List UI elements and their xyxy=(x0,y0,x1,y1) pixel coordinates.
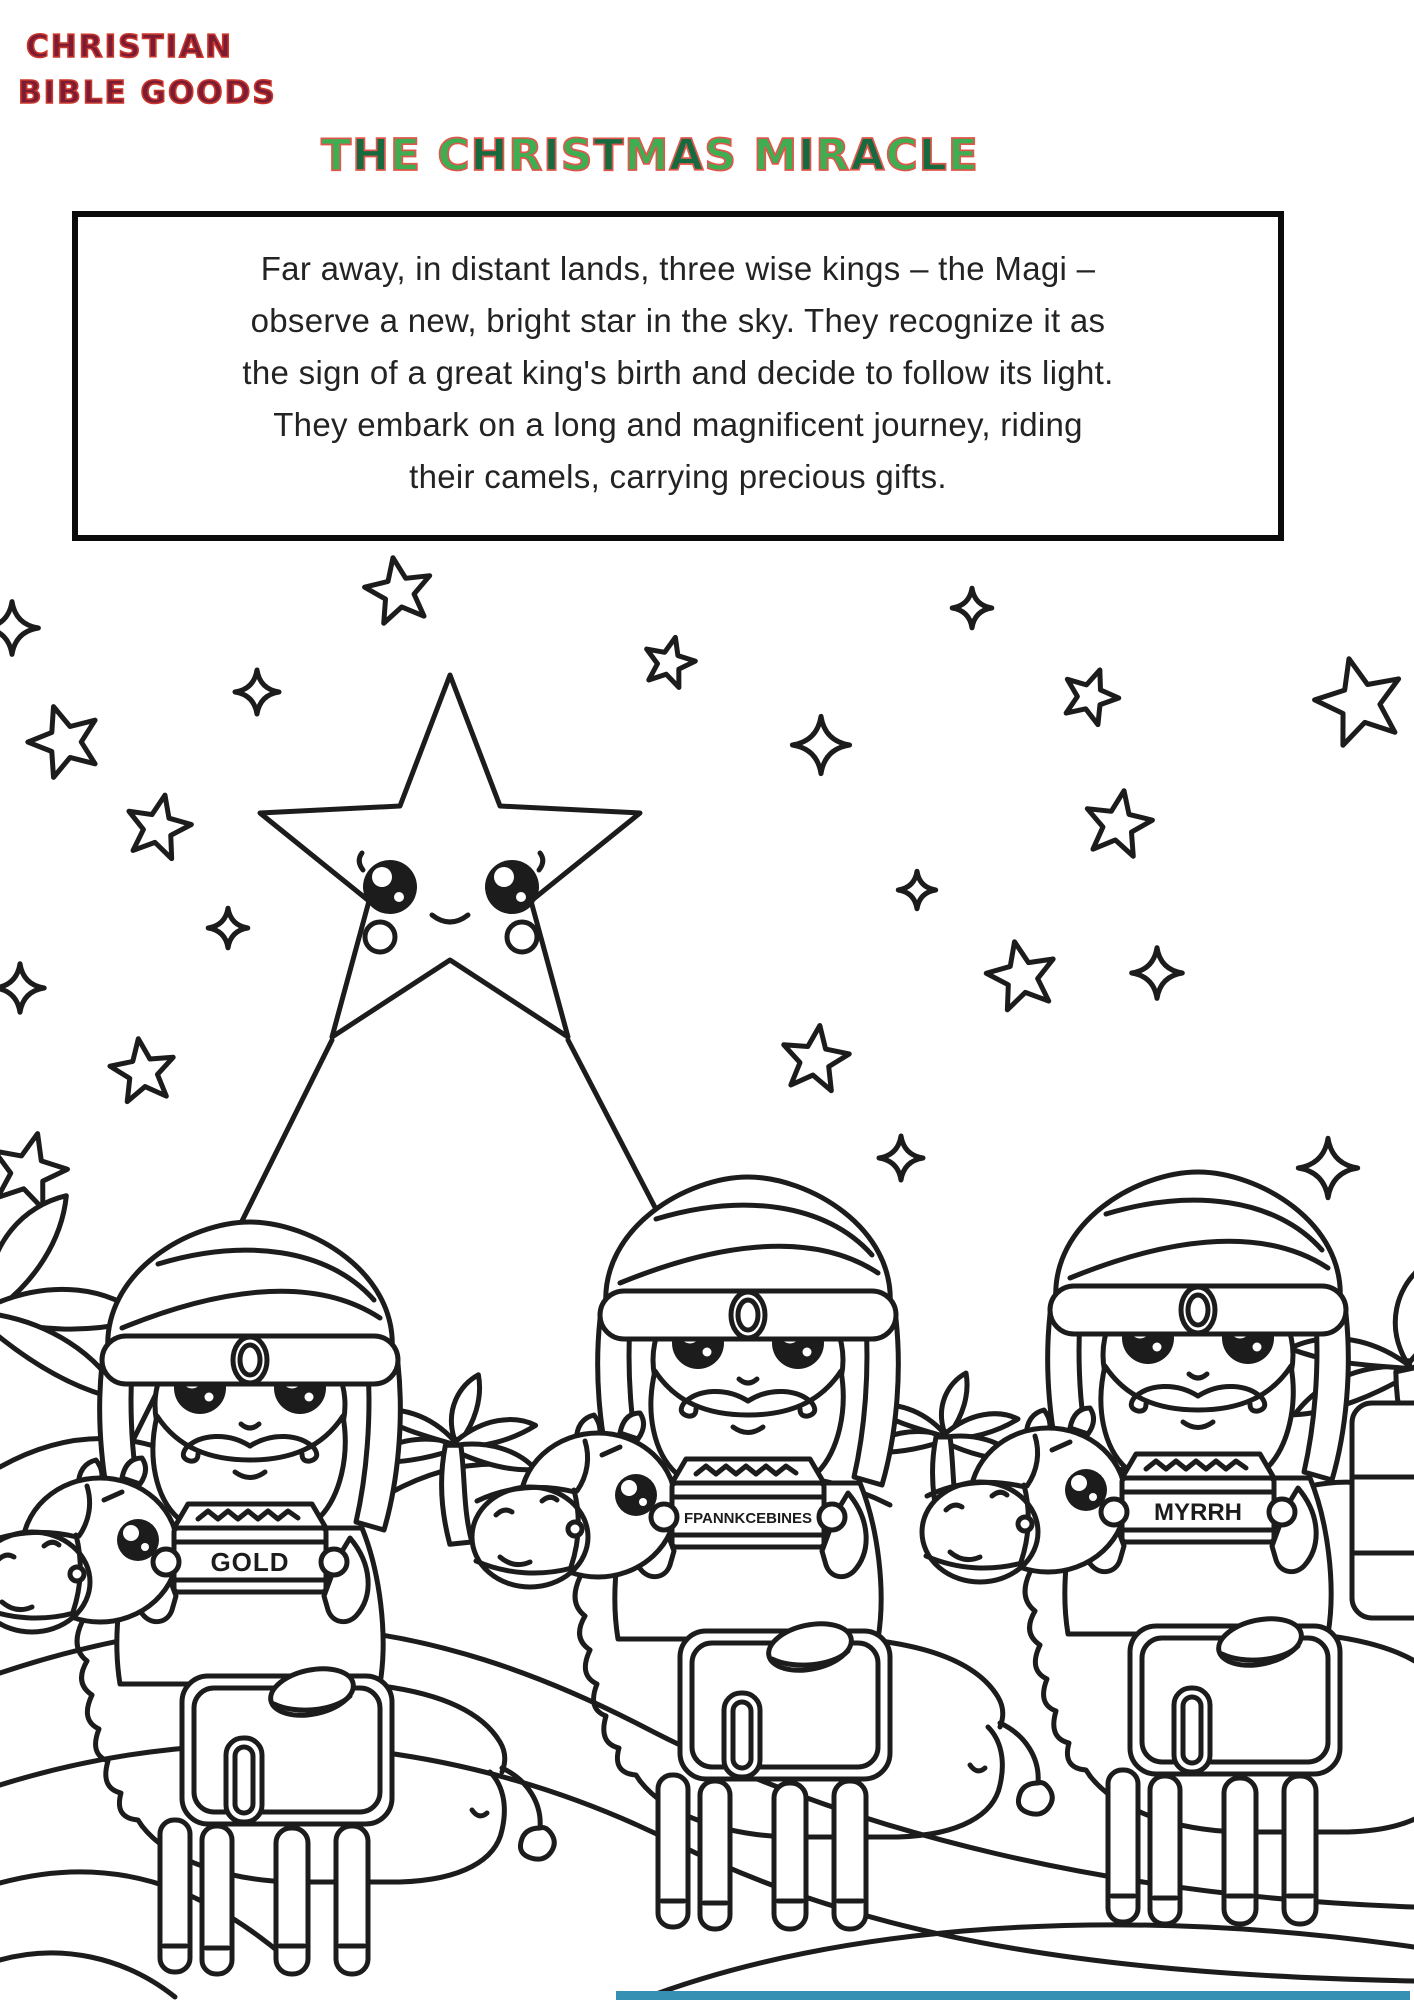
magi-king-gold xyxy=(0,1222,554,1974)
sky-stars xyxy=(0,552,1411,1212)
brand-logo-line1: CHRISTIAN xyxy=(26,29,234,65)
sparkle-icon xyxy=(1132,948,1183,999)
small-star-icon xyxy=(981,935,1061,1013)
gift-label-gold: GOLD xyxy=(210,1547,290,1577)
bethlehem-star xyxy=(260,675,640,1037)
magi-king-myrrh xyxy=(922,1172,1414,1924)
gift-label-myrrh: MYRRH xyxy=(1154,1499,1242,1526)
small-star-icon xyxy=(1081,785,1157,858)
sparkle-icon xyxy=(0,964,44,1012)
sparkle-icon xyxy=(208,908,248,948)
sparkle-icon xyxy=(235,670,279,714)
sparkle-icon xyxy=(879,1136,923,1180)
story-line: their camels, carrying precious gifts. xyxy=(409,458,947,495)
small-star-icon xyxy=(360,552,436,625)
sparkle-icon xyxy=(1298,1138,1357,1197)
sparkle-icon xyxy=(952,588,992,628)
gift-label-frankincense: FPANNKCEBINES xyxy=(683,1510,813,1527)
small-star-icon xyxy=(121,788,196,861)
story-box xyxy=(72,211,1284,541)
sparkle-icon xyxy=(898,871,935,908)
brand-logo xyxy=(18,24,277,116)
page-title: THE CHRISTMAS MIRACLE xyxy=(321,130,979,181)
story-line: the sign of a great king's birth and decide to follow its light. xyxy=(242,354,1114,391)
sparkle-icon xyxy=(0,602,38,655)
sparkle-icon xyxy=(792,716,849,773)
small-star-icon xyxy=(107,1034,179,1103)
small-star-icon xyxy=(1056,661,1125,729)
small-star-icon xyxy=(640,631,700,689)
small-star-icon xyxy=(1307,648,1411,749)
story-text xyxy=(78,243,1278,503)
story-line: observe a new, bright star in the sky. They recognize it as xyxy=(250,302,1106,339)
story-line: Far away, in distant lands, three wise kings – the Magi – xyxy=(260,250,1096,287)
footer-accent-bar xyxy=(616,1991,1410,2000)
small-star-icon xyxy=(778,1021,852,1093)
story-line: They embark on a long and magnificent journey, riding xyxy=(273,406,1083,443)
small-star-icon xyxy=(20,696,108,782)
illustration-scene xyxy=(0,545,1414,2000)
brand-logo-line2: BIBLE GOODS xyxy=(18,75,277,111)
luggage-chest xyxy=(1352,1403,1414,1618)
